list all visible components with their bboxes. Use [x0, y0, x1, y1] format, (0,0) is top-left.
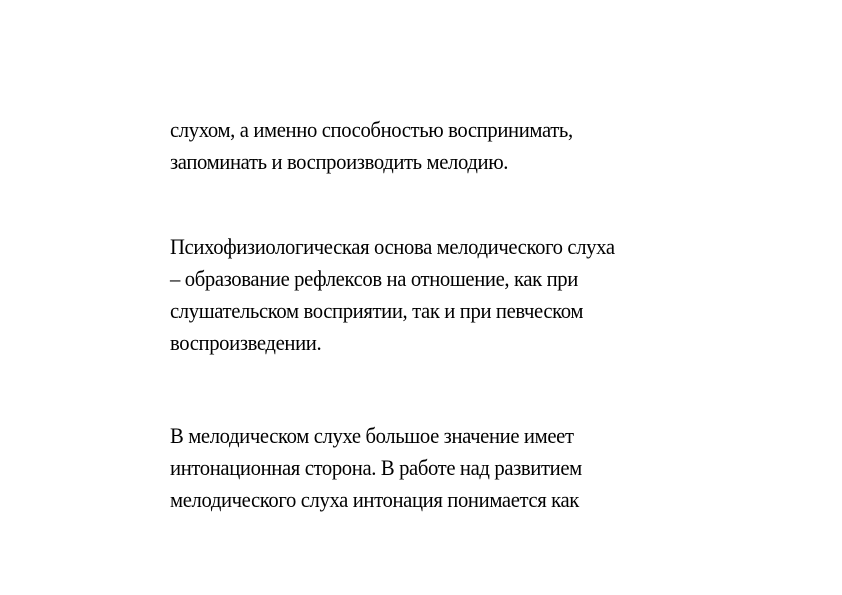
paragraph-1 [170, 114, 696, 178]
text-line: интонационная сторона. В работе над развитием [170, 455, 582, 480]
paragraph-3 [170, 420, 696, 516]
text-line: В мелодическом слухе большое значение имеет [170, 423, 574, 448]
text-line: запоминать и воспроизводить мелодию. [170, 149, 509, 174]
text-line: слухом, а именно способностью воспринимать, [170, 117, 573, 142]
text-line: воспроизведении. [170, 330, 322, 355]
text-line: Психофизиологическая основа мелодического слуха [170, 234, 615, 259]
text-line: – образование рефлексов на отношение, как при [170, 266, 578, 291]
text-line: мелодического слуха интонация понимается как [170, 487, 579, 512]
text-line: слушательском восприятии, так и при певческом [170, 298, 584, 323]
paragraph-2 [170, 231, 696, 359]
